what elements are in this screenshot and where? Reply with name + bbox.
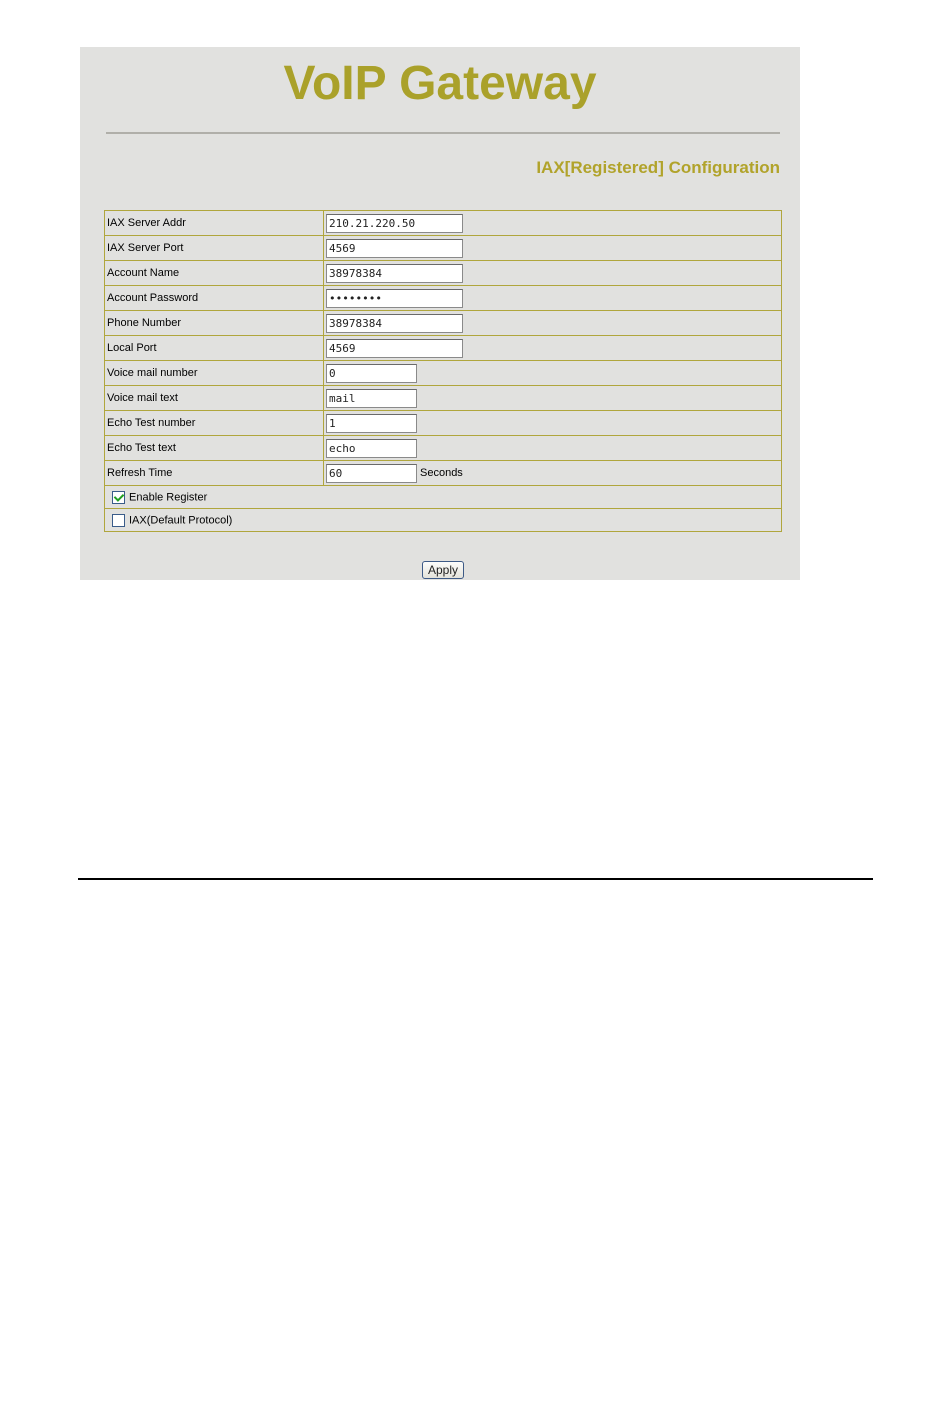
iax-config-table — [104, 210, 782, 532]
checkmark-icon — [114, 491, 125, 502]
field-cell — [324, 286, 782, 311]
field-cell — [324, 261, 782, 286]
table-row — [105, 461, 782, 486]
apply-button[interactable]: Apply — [422, 561, 464, 579]
field-cell — [324, 336, 782, 361]
field-label-account-name: Account Name — [105, 261, 324, 286]
refresh-time-unit: Seconds — [420, 467, 463, 479]
table-row — [105, 436, 782, 461]
table-row — [105, 386, 782, 411]
field-cell — [324, 211, 782, 236]
field-cell — [324, 436, 782, 461]
field-label-echo-test-number: Echo Test number — [105, 411, 324, 436]
table-row — [105, 361, 782, 386]
iax-default-protocol-checkbox[interactable] — [112, 514, 125, 527]
enable-register-checkbox[interactable] — [112, 491, 125, 504]
field-cell — [324, 411, 782, 436]
app-title: VoIP Gateway — [283, 57, 597, 110]
table-row — [105, 236, 782, 261]
iax-default-protocol-label: IAX(Default Protocol) — [129, 514, 233, 526]
table-row — [105, 286, 782, 311]
table-row — [105, 486, 782, 509]
phone-number-input[interactable]: 38978384 — [326, 314, 463, 333]
iax-server-addr-input[interactable]: 210.21.220.50 — [326, 214, 463, 233]
echo-test-number-input[interactable]: 1 — [326, 414, 417, 433]
field-label-refresh-time: Refresh Time — [105, 461, 324, 486]
field-cell — [324, 461, 782, 486]
section-title: IAX[Registered] Configuration — [536, 158, 780, 177]
local-port-input[interactable]: 4569 — [326, 339, 463, 358]
field-label-iax-server-port: IAX Server Port — [105, 236, 324, 261]
enable-register-label: Enable Register — [129, 491, 208, 503]
field-label-voice-mail-number: Voice mail number — [105, 361, 324, 386]
table-row — [105, 509, 782, 532]
field-label-iax-server-addr: IAX Server Addr — [105, 211, 324, 236]
account-password-input[interactable]: •••••••• — [326, 289, 463, 308]
field-label-local-port: Local Port — [105, 336, 324, 361]
echo-test-text-input[interactable]: echo — [326, 439, 417, 458]
account-name-input[interactable]: 38978384 — [326, 264, 463, 283]
field-label-echo-test-text: Echo Test text — [105, 436, 324, 461]
enable-register-cell — [105, 486, 782, 509]
refresh-time-input[interactable]: 60 — [326, 464, 417, 483]
table-row — [105, 261, 782, 286]
gateway-config-screenshot — [80, 47, 800, 580]
voice-mail-text-input[interactable]: mail — [326, 389, 417, 408]
field-cell — [324, 386, 782, 411]
field-label-voice-mail-text: Voice mail text — [105, 386, 324, 411]
table-row — [105, 336, 782, 361]
field-cell — [324, 236, 782, 261]
table-row — [105, 311, 782, 336]
table-row — [105, 411, 782, 436]
field-cell — [324, 361, 782, 386]
voice-mail-number-input[interactable]: 0 — [326, 364, 417, 383]
field-label-account-password: Account Password — [105, 286, 324, 311]
title-divider — [106, 132, 780, 134]
page-divider — [78, 878, 873, 880]
field-label-phone-number: Phone Number — [105, 311, 324, 336]
field-cell — [324, 311, 782, 336]
table-row — [105, 211, 782, 236]
default-protocol-cell — [105, 509, 782, 532]
iax-server-port-input[interactable]: 4569 — [326, 239, 463, 258]
